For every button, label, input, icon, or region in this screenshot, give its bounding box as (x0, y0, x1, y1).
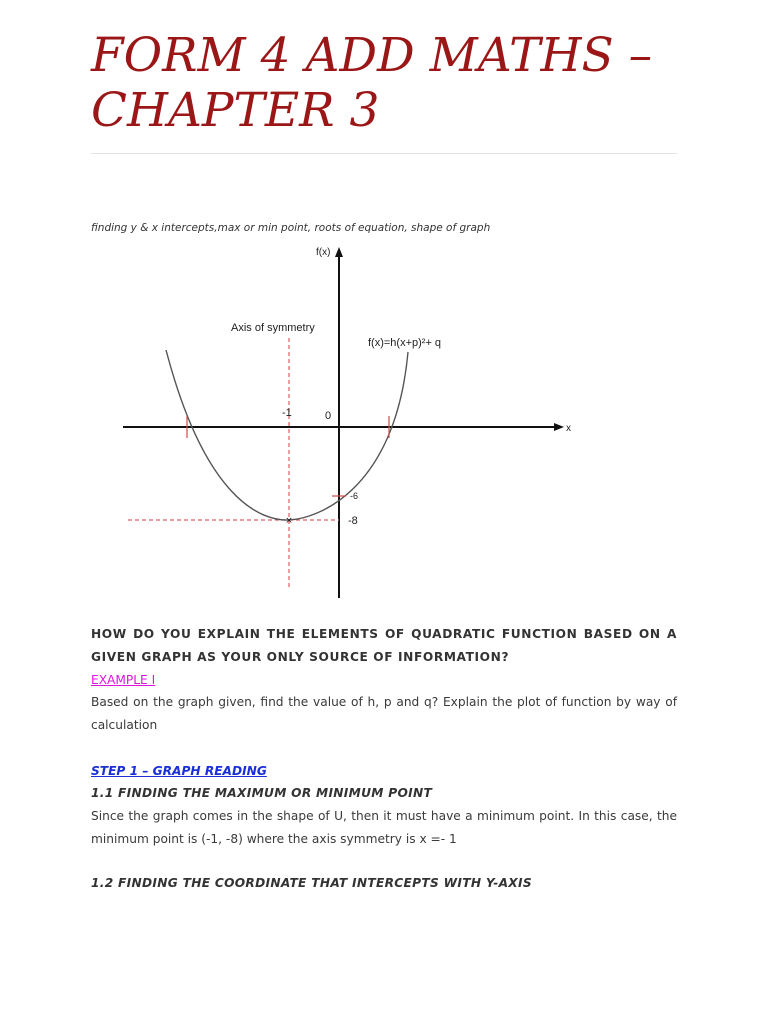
tick-label-zero: 0 (325, 410, 332, 422)
graph-caption: finding y & x intercepts,max or min point, roots of equation, shape of graph (91, 222, 491, 234)
tick-label-minus-six: -6 (350, 491, 359, 501)
page-title: FORM 4 ADD MATHS – CHAPTER 3 (91, 28, 653, 138)
subheading-max-min: 1.1 FINDING THE MAXIMUM OR MINIMUM POINT (91, 786, 433, 800)
function-label: f(x)=h(x+p)²+ q (368, 337, 442, 349)
title-divider (91, 153, 677, 154)
tick-label-minus-one: -1 (282, 407, 292, 419)
x-axis-arrow (554, 423, 564, 431)
minimum-point-mark: × (285, 516, 293, 526)
tick-label-minus-eight: -8 (348, 515, 358, 527)
x-axis-label: x (566, 423, 571, 434)
question-text: HOW DO YOU EXPLAIN THE ELEMENTS OF QUADRATIC FUNCTION BASED ON A GIVEN GRAPH AS YOUR ONLY SOURCE OF INFORMATION? (91, 627, 677, 664)
example-paragraph: Based on the graph given, find the value of h, p and q? Explain the plot of function by way of calculation (91, 695, 677, 732)
parabola-curve (166, 350, 408, 520)
max-min-paragraph: Since the graph comes in the shape of U, then it must have a minimum point. In this case, the minimum point is (-1, -8) where the axis symmetry is x =- 1 (91, 809, 677, 846)
subheading-y-intercept: 1.2 FINDING THE COORDINATE THAT INTERCEPTS WITH Y-AXIS (91, 876, 532, 890)
y-axis-arrow (335, 247, 343, 257)
example-link[interactable]: EXAMPLE I (91, 673, 156, 687)
axis-of-symmetry-label: Axis of symmetry (231, 322, 315, 334)
quadratic-graph (110, 238, 580, 603)
y-axis-label: f(x) (316, 247, 331, 258)
step1-heading-link[interactable]: STEP 1 – GRAPH READING (91, 764, 267, 778)
